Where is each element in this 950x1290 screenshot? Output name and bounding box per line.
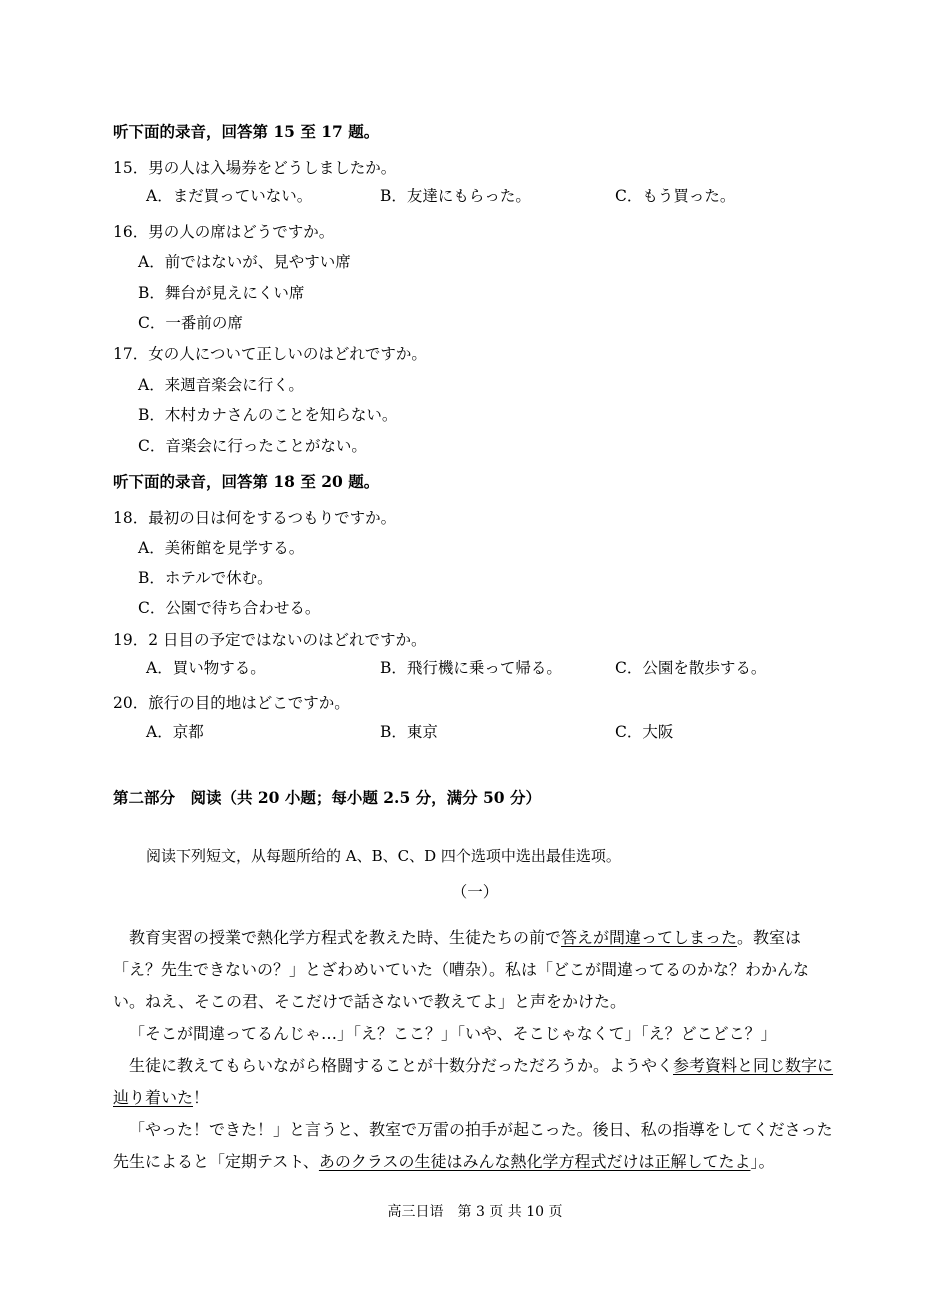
passage-paragraph-4	[113, 1114, 837, 1178]
question-17-stem: 17．女の人について正しいのはどれですか。	[113, 345, 427, 363]
page-footer: 高三日语 第 3 页 共 10 页	[387, 1204, 563, 1220]
question-19-option-b: B．飛行機に乗って帰る。	[380, 659, 562, 677]
question-20-option-c: C．大阪	[615, 723, 674, 741]
passage-p1-text-cont: 。教室は「え？先生できないの？」とざわめいていた（嘈杂）。私は「どこが間違ってるのかな？わかんない。ねえ、そこの君、そこだけで話さないで教えてよ」と声をかけた。	[113, 928, 810, 1011]
passage-paragraph-2: 「そこが間違ってるんじゃ…」「え？ここ？」「いや、そこじゃなくて」「え？どこどこ？」	[129, 1024, 777, 1043]
passage-p3-text-cont: ！	[193, 1088, 210, 1107]
question-15-stem: 15．男の人は入場券をどうしましたか。	[113, 159, 397, 177]
question-18-option-c: C．公園で待ち合わせる。	[138, 599, 321, 617]
question-17-option-b: B．木村カナさんのことを知らない。	[138, 406, 398, 424]
question-20-option-b: B．東京	[380, 723, 438, 741]
passage-number: （一）	[451, 883, 499, 901]
underlined-phrase-2: 参考資料と同じ数字に辿り着いた	[113, 1056, 834, 1107]
section-heading-15-17: 听下面的录音，回答第 15 至 17 题。	[113, 122, 380, 141]
question-16-stem: 16．男の人の席はどうですか。	[113, 223, 335, 241]
question-19-option-a: A．買い物する。	[146, 659, 266, 677]
question-16-option-b: B．舞台が見えにくい席	[138, 284, 305, 302]
question-18-stem: 18．最初の日は何をするつもりですか。	[113, 509, 397, 527]
passage-p4-text-cont: 」。	[750, 1152, 775, 1171]
passage-p4-text: 「やった！できた！」と言うと、教室で万雷の拍手が起こった。後日、私の指導をしてくださった先生によると「定期テスト、	[113, 1120, 833, 1171]
underlined-phrase-1: 答えが間違ってしまった	[561, 928, 738, 947]
question-18-option-b: B．ホテルで休む。	[138, 569, 273, 587]
question-19-stem: 19．2 日目の予定ではないのはどれですか。	[113, 631, 427, 649]
question-15-option-b: B．友達にもらった。	[380, 187, 531, 205]
question-18-option-a: A．美術館を見学する。	[138, 539, 305, 557]
question-17-option-c: C．音楽会に行ったことがない。	[138, 437, 367, 455]
passage-p3-text: 生徒に教えてもらいながら格闘することが十数分だっただろうか。ようやく	[129, 1056, 674, 1075]
question-20-stem: 20．旅行の目的地はどこですか。	[113, 694, 350, 712]
question-16-option-c: C．一番前の席	[138, 314, 243, 332]
question-15-option-a: A．まだ買っていない。	[146, 187, 313, 205]
part-two-heading: 第二部分 阅读（共 20 小题；每小题 2.5 分，满分 50 分）	[113, 788, 541, 807]
question-16-option-a: A．前ではないが、見やすい席	[138, 253, 351, 271]
passage-paragraph-3	[113, 1050, 837, 1114]
question-17-option-a: A．来週音楽会に行く。	[138, 376, 304, 394]
question-15-option-c: C．もう買った。	[615, 187, 736, 205]
reading-instruction: 阅读下列短文，从每题所给的 A、B、C、D 四个选项中选出最佳选项。	[146, 847, 621, 865]
question-19-option-c: C．公園を散歩する。	[615, 659, 767, 677]
section-heading-18-20: 听下面的录音，回答第 18 至 20 题。	[113, 472, 380, 491]
question-20-option-a: A．京都	[146, 723, 204, 741]
passage-p1-text: 教育実習の授業で熱化学方程式を教えた時、生徒たちの前で	[129, 928, 562, 947]
underlined-phrase-3: あのクラスの生徒はみんな熱化学方程式だけは正解してたよ	[318, 1152, 751, 1171]
passage-paragraph-1	[113, 922, 837, 1018]
